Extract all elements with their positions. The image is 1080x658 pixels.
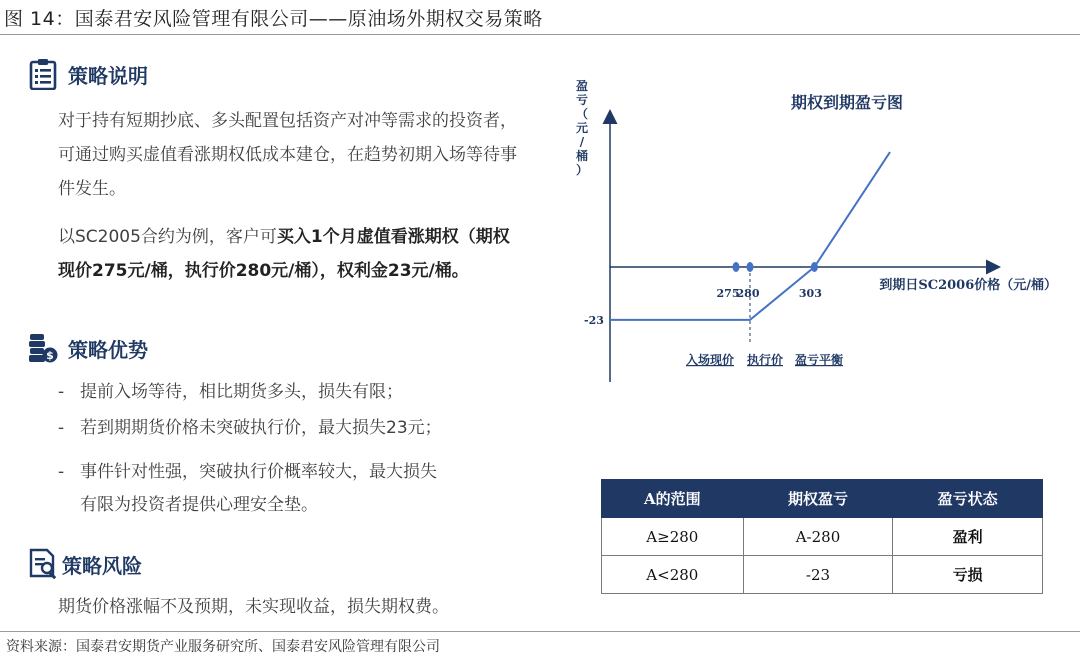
- table-cell: -23: [743, 556, 893, 594]
- table-cell: 亏损: [893, 556, 1043, 594]
- explain-paragraph-2-bold: 买入1个月虚值看涨期权（期权现价275元/桶，执行价280元/桶），权利金23元/桶。: [58, 227, 510, 281]
- table-row: [602, 556, 1043, 594]
- money-coins-icon: [28, 332, 58, 364]
- payoff-table: [601, 479, 1043, 594]
- marked-point-280: [747, 262, 754, 272]
- section-advantage-heading: [28, 332, 148, 364]
- x-point-label-280: 280: [736, 287, 760, 300]
- advantage-item-2-text: 若到期期货价格未突破执行价，最大损失23元；: [80, 418, 442, 438]
- ylabel-char: /: [579, 135, 585, 149]
- section-advantage-title: 策略优势: [68, 337, 148, 362]
- table-cell: A-280: [743, 518, 893, 556]
- explain-paragraph-2-prefix: 以SC2005合约为例，客户可: [58, 227, 277, 247]
- ylabel-char: （: [575, 107, 589, 121]
- advantage-item-3-line2: 有限为投资者提供心理安全垫。: [80, 495, 318, 515]
- y-tick-label-neg23: -23: [584, 313, 604, 327]
- table-header: A的范围: [602, 480, 744, 518]
- explain-paragraph-1: 对于持有短期抄底、多头配置包括资产对冲等需求的投资者，可通过购买虚值看涨期权低成本建仓，在趋势初期入场等待事件发生。: [58, 111, 517, 199]
- table-cell: A<280: [602, 556, 744, 594]
- ylabel-char: 元: [575, 121, 589, 135]
- advantage-item-3: - 事件针对性强，突破执行价概率较大，最大损失 有限为投资者提供心理安全垫。: [58, 456, 518, 522]
- x-point-label-275: 275: [716, 287, 740, 300]
- marked-point-275: [733, 262, 740, 272]
- chart-title: 期权到期盈亏图: [790, 93, 904, 112]
- annotation-breakeven: 盈亏平衡: [795, 353, 844, 367]
- chart-xlabel: 到期日SC2006价格（元/桶）: [879, 278, 1057, 293]
- risk-text: 期货价格涨幅不及预期，未实现收益，损失期权费。: [58, 597, 449, 617]
- section-explain-heading: [28, 58, 148, 90]
- source-note: 资料来源：国泰君安期货产业服务研究所、国泰君安风险管理有限公司: [6, 639, 440, 655]
- table-row: [602, 518, 1043, 556]
- x-point-label-303: 303: [798, 287, 822, 300]
- figure-title: 图 14：国泰君安风险管理有限公司——原油场外期权交易策略: [4, 8, 543, 30]
- section-risk-heading: [28, 548, 142, 580]
- table-header: 盈亏状态: [893, 480, 1043, 518]
- document-search-icon: [28, 548, 58, 580]
- table-header-row: [602, 480, 1043, 518]
- svg-text:$: $: [46, 349, 54, 362]
- table-cell: 盈利: [893, 518, 1043, 556]
- annotation-entry-price: 入场现价: [686, 353, 735, 367]
- clipboard-list-icon: [28, 58, 58, 90]
- top-rule: [0, 34, 1080, 35]
- payoff-chart: [560, 70, 1065, 390]
- ylabel-char: 桶: [575, 149, 589, 163]
- explain-paragraph-2: [58, 220, 518, 288]
- advantage-item-1: - 提前入场等待，相比期货多头，损失有限；: [58, 382, 403, 402]
- marked-point-303: [811, 262, 818, 272]
- ylabel-char: ）: [575, 163, 589, 177]
- chart-ylabel: [575, 79, 588, 177]
- advantage-item-2: - 若到期期货价格未突破执行价，最大损失23元；: [58, 418, 442, 438]
- section-risk-title: 策略风险: [62, 553, 142, 578]
- annotation-strike-price: 执行价: [747, 353, 784, 367]
- bottom-rule: [0, 631, 1080, 632]
- section-explain-title: 策略说明: [68, 63, 148, 88]
- advantage-item-3-line1: 事件针对性强，突破执行价概率较大，最大损失: [80, 462, 437, 482]
- table-cell: A≥280: [602, 518, 744, 556]
- ylabel-char: 亏: [575, 93, 589, 107]
- advantage-item-1-text: 提前入场等待，相比期货多头，损失有限；: [80, 382, 403, 402]
- ylabel-char: 盈: [575, 79, 589, 93]
- table-header: 期权盈亏: [743, 480, 893, 518]
